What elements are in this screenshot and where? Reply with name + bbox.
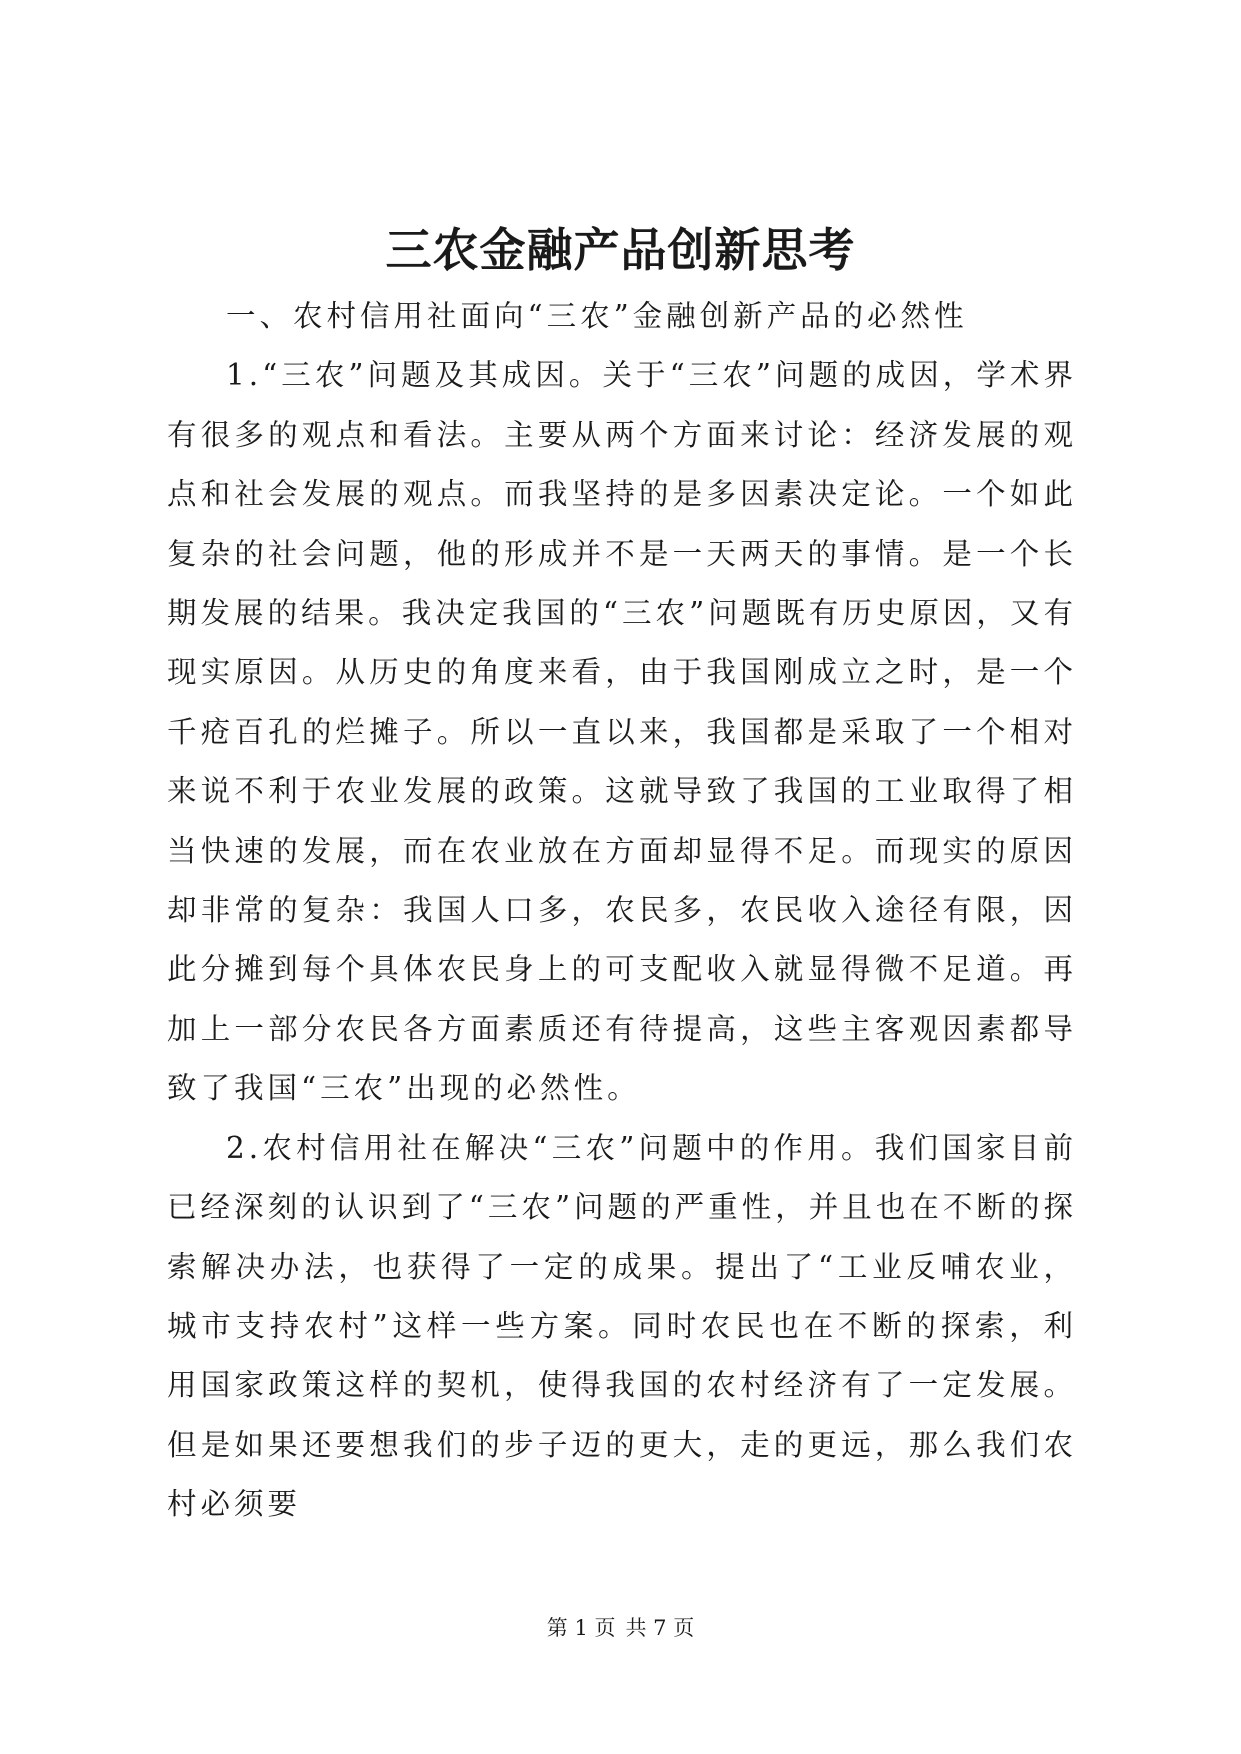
page-number: 第 1 页	[546, 1616, 616, 1640]
page-footer	[0, 1613, 1241, 1643]
paragraph-role: 2.农村信用社在解决“三农”问题中的作用。我们国家目前已经深刻的认识到了“三农”问题的严重性，并且也在不断的探索解决办法，也获得了一定的成果。提出了“工业反哺农业，城市支持农村”这样一些方案。同时农民也在不断的探索，利用国家政策这样的契机，使得我国的农村经济有了一定发展。但是如果还要想我们的步子迈的更大，走的更远，那么我们农村必须要	[167, 1130, 1077, 1522]
page-total: 共 7 页	[625, 1616, 695, 1640]
paragraph-causes: 1.“三农”问题及其成因。关于“三农”问题的成因，学术界有很多的观点和看法。主要从两个方面来讨论：经济发展的观点和社会发展的观点。而我坚持的是多因素决定论。一个如此复杂的社会问题，他的形成并不是一天两天的事情。是一个长期发展的结果。我决定我国的“三农”问题既有历史原因，又有现实原因。从历史的角度来看，由于我国刚成立之时，是一个千疮百孔的烂摊子。所以一直以来，我国都是采取了一个相对来说不利于农业发展的政策。这就导致了我国的工业取得了相当快速的发展，而在农业放在方面却显得不足。而现实的原因却非常的复杂：我国人口多，农民多，农民收入途径有限，因此分摊到每个具体农民身上的可支配收入就显得微不足道。再加上一部分农民各方面素质还有待提高，这些主客观因素都导致了我国“三农”出现的必然性。	[167, 358, 1077, 1106]
document-body	[167, 287, 1077, 1535]
section-heading: 一、农村信用社面向“三农”金融创新产品的必然性	[226, 299, 968, 333]
document-title: 三农金融产品创新思考	[385, 223, 856, 277]
